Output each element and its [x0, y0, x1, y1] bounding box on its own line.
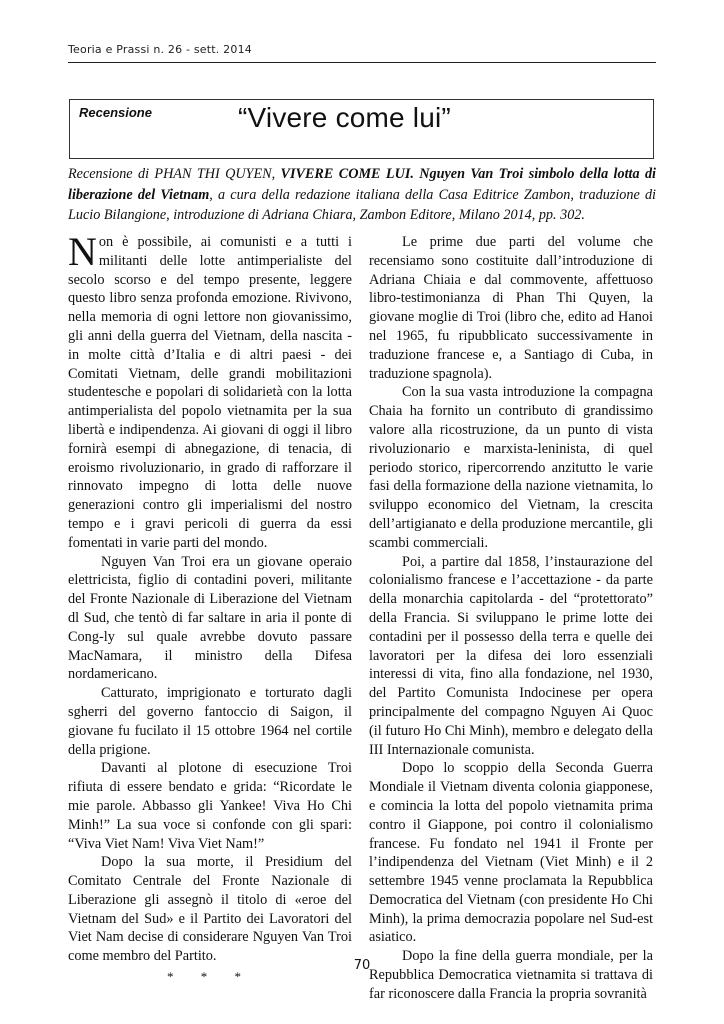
paragraph-text: on è possibile, ai comunisti e a tutti i militanti delle lotte antimperialiste del secolo scorso e del tempo presente, leggere questo libro senza profonda emozione. Rivivono, nella memoria di ogni lettore non giovanissimo, gli anni della guerra del Vietnam, della nascita - in molte città d’Italia e di altri paesi - dei Comitati Vietnam, delle grandi mobilitazioni studentesche e popolari di solidarietà con la lotta antimperialista del popolo vietnamita per la sua libertà e indipendenza. Ai giovani di oggi il libro fornirà esempi di abnegazione, di tenacia, di eroismo rivoluzionario, in grado di rafforzare il rinnovato impegno di lotta delle nuove generazioni contro gli imperialismi del nostro tempo e i gravi pericoli di guerra da essi fomentati in varie parti del mondo. — [68, 234, 352, 551]
paragraph: Davanti al plotone di esecuzione Troi rifiuta di essere bendato e grida: “Ricordate le mie parole. Abbasso gli Yankee! Viva Ho Chi Minh!” La sua voce si confonde con gli spari: “Viva Viet Nam! Viva Viet Nam!” — [68, 760, 352, 852]
paragraph: Catturato, imprigionato e torturato dagli sgherri del governo fantoccio di Saigon, il giovane fu fucilato il 15 ottobre 1964 nel cortile della prigione. — [68, 685, 352, 758]
paragraph: Nguyen Van Troi era un giovane operaio elettricista, figlio di contadini poveri, militante del Fronte Nazionale di Liberazione del Vietnam dl Sud, che tentò di far saltare in aria il ponte di Cong-ly sul quale avrebbe dovuto passare MacNamara, il ministro della Difesa nordamericano. — [68, 553, 352, 683]
paragraph: Poi, a partire dal 1858, l’instaurazione del colonialismo francese e l’accettazione - da parte della monarchia capitolarda - del “protettorato” della Francia. Si sviluppano le prime lotte dei contadini per il possesso della terra e quelle dei lavoratori per la difesa dei loro essenziali interessi di vita, fino alla fondazione, nel 1930, del Partito Comunista Indocinese per opera principalmente del compagno Nguyen Ai Quoc (il futuro Ho Chi Minh), membro e delegato della III Internazionale comunista. — [369, 553, 653, 758]
paragraph: Con la sua vasta introduzione la compagna Chaia ha fornito un contributo di grandissimo valore alla ricostruzione, da un punto di vista rivoluzionario e marxista-leninista, di quel periodo storico, ripercorrendo anzitutto le varie fasi della formazione della nazione vietnamita, lo sviluppo economico del Vietnam, la crescita dell’artigianato e della produzione mercantile, gli scambi commerciali. — [369, 384, 653, 551]
section-separator: * * * — [167, 969, 253, 985]
citation-details: , a cura della redazione italiana della Casa Editrice Zambon, traduzione di Lucio Bilangione, introduzione di Adriana Chiara, Zambon Editore, Milano 2014, pp. 302. — [68, 186, 657, 223]
page-number: 70 — [353, 958, 371, 973]
right-column — [369, 233, 653, 1004]
left-column — [68, 229, 352, 987]
review-citation — [68, 164, 656, 226]
drop-cap: N — [68, 229, 97, 274]
header-rule — [68, 62, 656, 63]
paragraph: Le prime due parti del volume che recensiamo sono costituite dall’introduzione di Adriana Chiaia e dal commovente, affettuoso libro-testimonianza di Phan Thi Quyen, la giovane moglie di Troi (libro che, edito ad Hanoi nel 1965, fu ripubblicato successivamente in traduzione francese e, a Santiago di Cuba, in traduzione spagnola). — [369, 234, 653, 382]
paragraph — [68, 229, 352, 553]
citation-book-title: VIVERE COME LUI. Nguyen Van Troi simbolo della lotta di liberazione del Vietnam — [68, 166, 656, 203]
running-header: Teoria e Prassi n. 26 - sett. 2014 — [68, 43, 252, 56]
section-label: Recensione — [79, 105, 152, 120]
article-title: “Vivere come lui” — [238, 102, 451, 133]
citation-lead: Recensione di PHAN THI QUYEN, — [68, 166, 281, 182]
paragraph: Dopo la fine della guerra mondiale, per la Repubblica Democratica vietnamita si trattava di far riconoscere dalla Francia la propria sovranità — [369, 948, 653, 1002]
title-box — [69, 99, 654, 159]
paragraph: Dopo la sua morte, il Presidium del Comitato Centrale del Fronte Nazionale di Liberazione gli assegnò il titolo di «eroe del Vietnam del Sud» e il Partito dei Lavoratori del Viet Nam decise di considerare Nguyen Van Troi come membro del Partito. — [68, 854, 352, 965]
paragraph: Dopo lo scoppio della Seconda Guerra Mondiale il Vietnam diventa colonia giapponese, e comincia la lotta del popolo vietnamita prima contro il Giappone, poi contro il colonialismo francese. Fu fondato nel 1941 il Fronte per l’indipendenza del Vietnam (Viet Minh) e il 2 settembre 1945 venne proclamata la Repubblica Democratica del Vietnam (con presidente Ho Chi Minh), la prima democrazia popolare nel Sud-est asiatico. — [369, 760, 653, 946]
